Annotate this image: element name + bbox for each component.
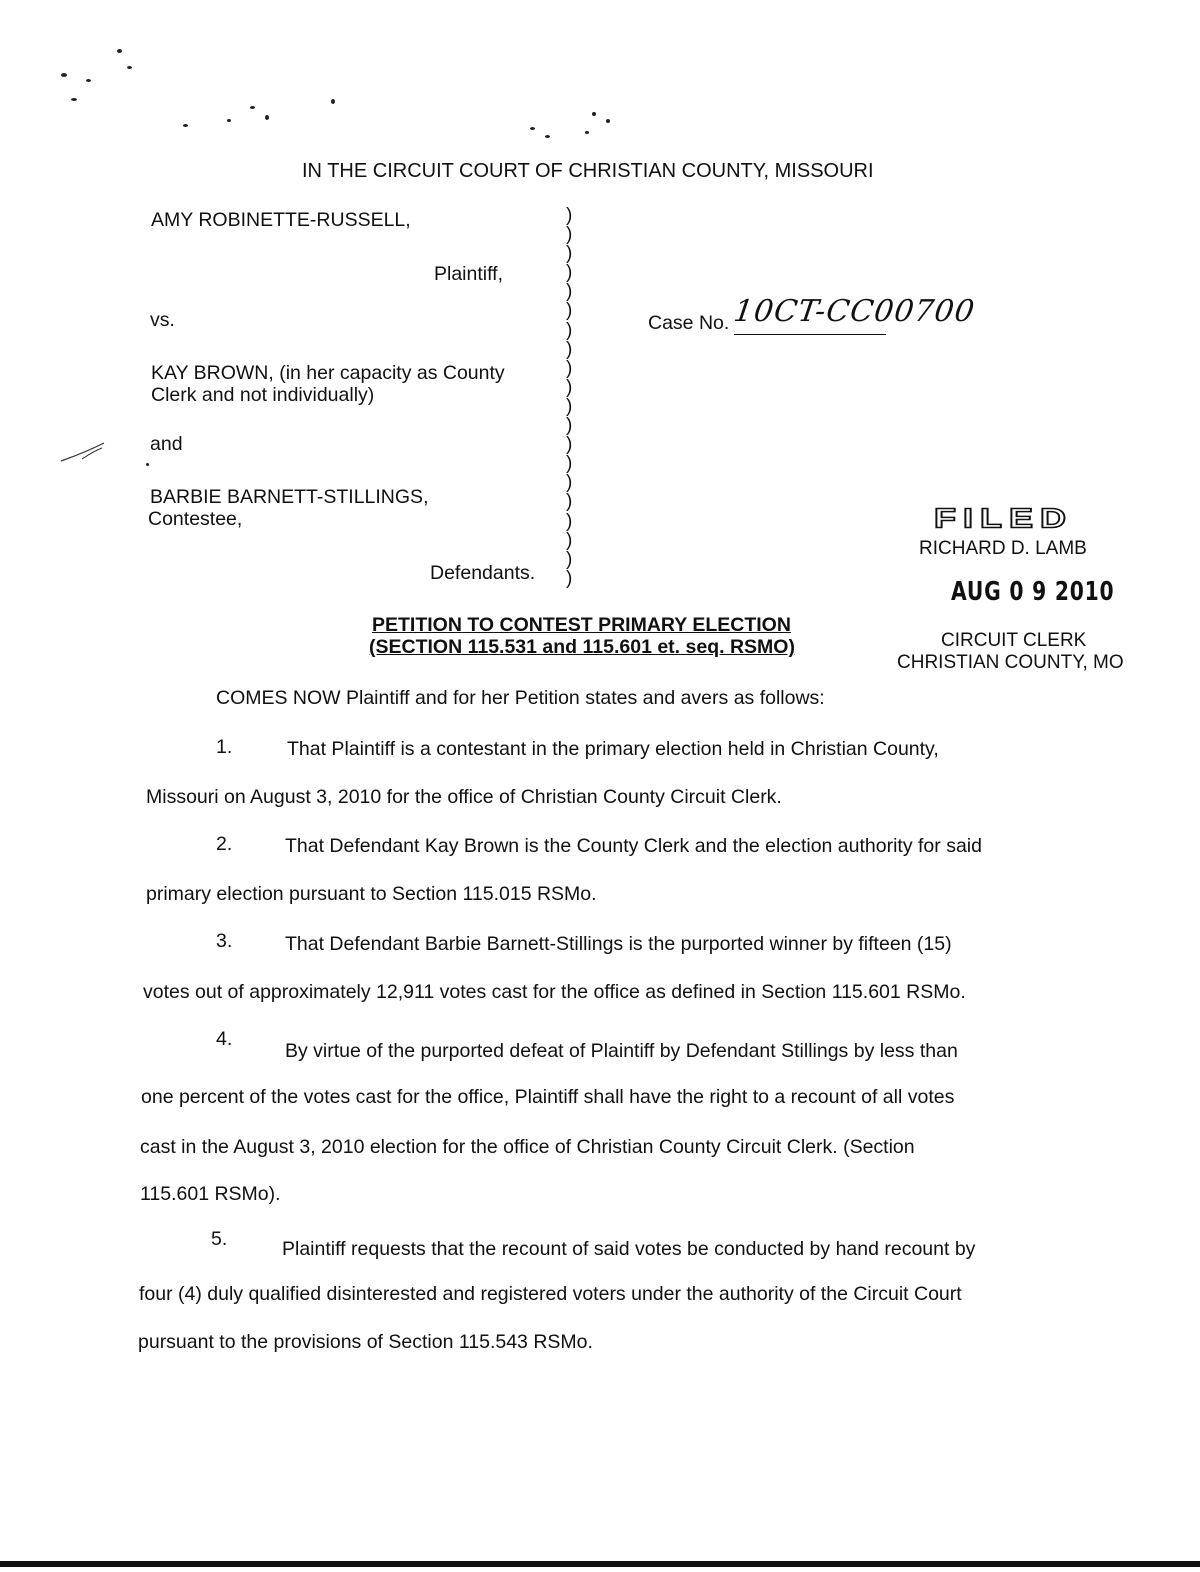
paragraph-5-line3: pursuant to the provisions of Section 115.543 RSMo.	[138, 1331, 593, 1353]
paragraph-2-number: 2.	[216, 833, 233, 855]
scan-speck	[183, 124, 188, 127]
stamp-clerk-name: RICHARD D. LAMB	[919, 538, 1087, 559]
paragraph-4-number: 4.	[216, 1028, 233, 1050]
paragraph-4-line3: cast in the August 3, 2010 election for the office of Christian County Circuit Clerk. (Section	[140, 1136, 915, 1158]
versus-label: vs.	[150, 309, 175, 331]
paragraph-3-line2: votes out of approximately 12,911 votes cast for the office as defined in Section 115.601 RSMo.	[143, 981, 966, 1003]
paragraph-5-number: 5.	[211, 1228, 228, 1250]
scan-speck	[61, 73, 67, 77]
scan-speck	[585, 131, 589, 134]
intro-paragraph: COMES NOW Plaintiff and for her Petition states and avers as follows:	[216, 687, 825, 709]
filed-stamp-title: FILED	[934, 501, 1073, 534]
scan-speck	[606, 119, 610, 123]
petition-heading-line1: PETITION TO CONTEST PRIMARY ELECTION	[372, 614, 791, 636]
paragraph-4-line4: 115.601 RSMo).	[140, 1183, 281, 1205]
paragraph-1-line2: Missouri on August 3, 2010 for the office of Christian County Circuit Clerk.	[146, 786, 782, 808]
court-title: IN THE CIRCUIT COURT OF CHRISTIAN COUNTY, MISSOURI	[302, 160, 874, 182]
scan-speck	[265, 115, 269, 120]
plaintiff-name: AMY ROBINETTE-RUSSELL,	[151, 209, 411, 231]
defendant-brown-line1: KAY BROWN, (in her capacity as County	[151, 362, 505, 384]
plaintiff-role: Plaintiff,	[434, 263, 504, 285]
defendant-brown-line2: Clerk and not individually)	[151, 384, 375, 406]
scan-speck	[250, 106, 255, 109]
pen-mark-icon	[58, 440, 108, 466]
scan-speck	[146, 463, 149, 466]
paragraph-2-line1: That Defendant Kay Brown is the County Clerk and the election authority for said	[285, 835, 982, 857]
caption-parentheses: ) ) ) ) ) ) ) ) ) ) ) ) ) ) ) ) ) ) ) )	[566, 205, 573, 589]
case-number-handwritten: 10CT-CC00700	[731, 294, 978, 329]
paragraph-5-line1: Plaintiff requests that the recount of said votes be conducted by hand recount by	[282, 1238, 976, 1260]
scan-speck	[127, 66, 132, 69]
stamp-date: AUG 0 9 2010	[951, 577, 1115, 607]
defendant-stillings-role: Contestee,	[148, 508, 243, 530]
paragraph-5-line2: four (4) duly qualified disinterested and registered voters under the authority of the Circuit Court	[139, 1283, 962, 1305]
case-number-label: Case No.	[648, 312, 730, 334]
defendants-role: Defendants.	[430, 562, 536, 584]
scan-speck	[545, 135, 550, 138]
paragraph-2-line2: primary election pursuant to Section 115.015 RSMo.	[146, 883, 597, 905]
scan-bottom-edge	[0, 1561, 1200, 1567]
paragraph-4-line1: By virtue of the purported defeat of Plaintiff by Defendant Stillings by less than	[285, 1040, 958, 1062]
scan-speck	[331, 99, 335, 104]
paragraph-3-number: 3.	[216, 930, 233, 952]
paragraph-1-number: 1.	[216, 736, 233, 758]
stamp-office: CIRCUIT CLERK	[941, 630, 1087, 651]
scan-speck	[227, 119, 231, 122]
and-label: and	[150, 433, 183, 455]
scan-speck	[117, 49, 122, 53]
stamp-county: CHRISTIAN COUNTY, MO	[897, 652, 1124, 673]
paragraph-1-line1: That Plaintiff is a contestant in the primary election held in Christian County,	[287, 738, 939, 760]
petition-heading-line2: (SECTION 115.531 and 115.601 et. seq. RSMO)	[369, 636, 795, 658]
paragraph-4-line2: one percent of the votes cast for the office, Plaintiff shall have the right to a recount of all votes	[141, 1086, 955, 1108]
scan-speck	[530, 127, 535, 130]
scan-speck	[592, 112, 596, 116]
paragraph-3-line1: That Defendant Barbie Barnett-Stillings is the purported winner by fifteen (15)	[285, 933, 952, 955]
defendant-stillings-name: BARBIE BARNETT-STILLINGS,	[150, 486, 429, 508]
case-number-underline	[734, 334, 886, 335]
scan-speck	[86, 79, 91, 82]
scan-speck	[71, 98, 77, 101]
